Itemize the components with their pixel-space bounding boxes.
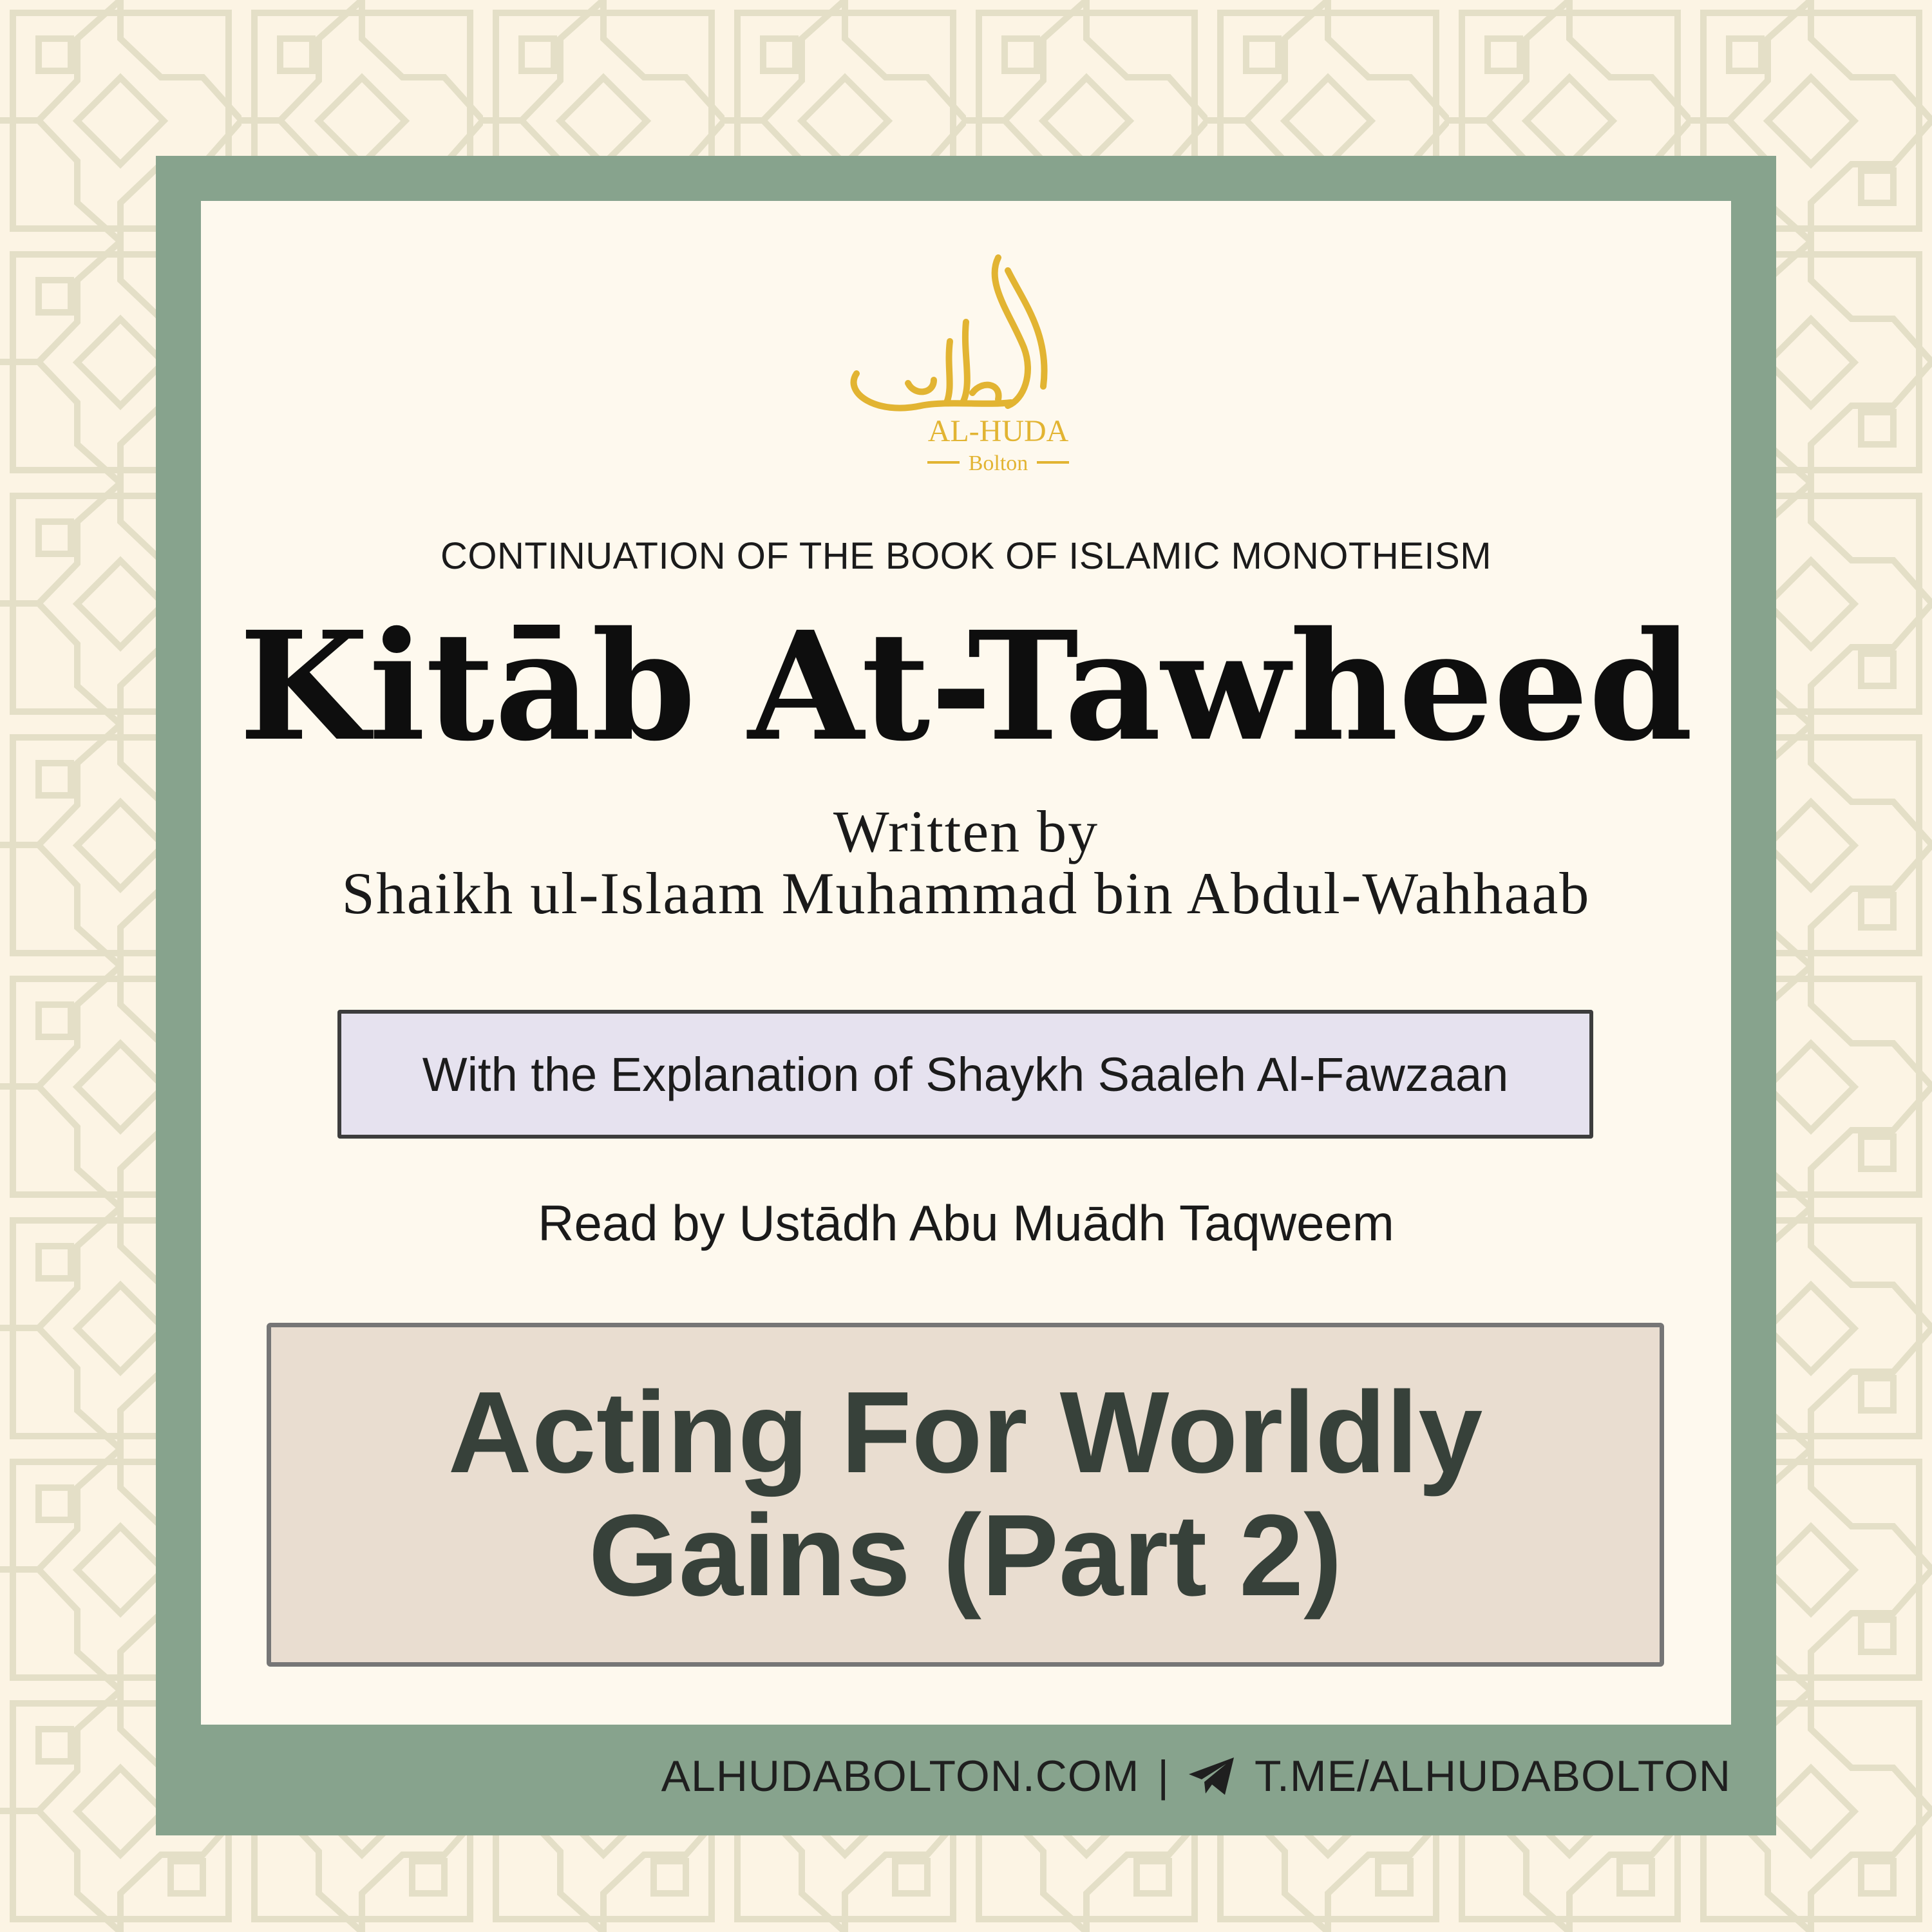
al-huda-logo [837, 245, 1095, 483]
topic-title: Acting For Worldly Gains (Part 2) [448, 1368, 1483, 1620]
cover-subtitle: CONTINUATION OF THE BOOK OF ISLAMIC MONOTHEISM [440, 535, 1492, 577]
logo-location: Bolton [968, 451, 1028, 475]
explanation-text: With the Explanation of Shaykh Saaleh Al-Fawzaan [422, 1047, 1509, 1101]
telegram-link[interactable]: T.ME/ALHUDABOLTON [1255, 1752, 1731, 1801]
website-link[interactable]: ALHUDABOLTON.COM [661, 1752, 1140, 1801]
telegram-icon [1188, 1755, 1236, 1797]
footer [661, 1750, 1731, 1802]
author-name: Shaikh ul-Islaam Muhammad bin Abdul-Wahhaab [341, 860, 1591, 926]
reader-credit: Read by Ustādh Abu Muādh Taqweem [538, 1195, 1394, 1251]
footer-separator: | [1157, 1752, 1170, 1801]
logo-name: AL-HUDA [927, 414, 1069, 448]
written-by-label: Written by [833, 799, 1099, 864]
book-title: Kitāb At-Tawheed [239, 598, 1693, 774]
explanation-box [337, 1010, 1593, 1139]
topic-box [267, 1323, 1664, 1667]
